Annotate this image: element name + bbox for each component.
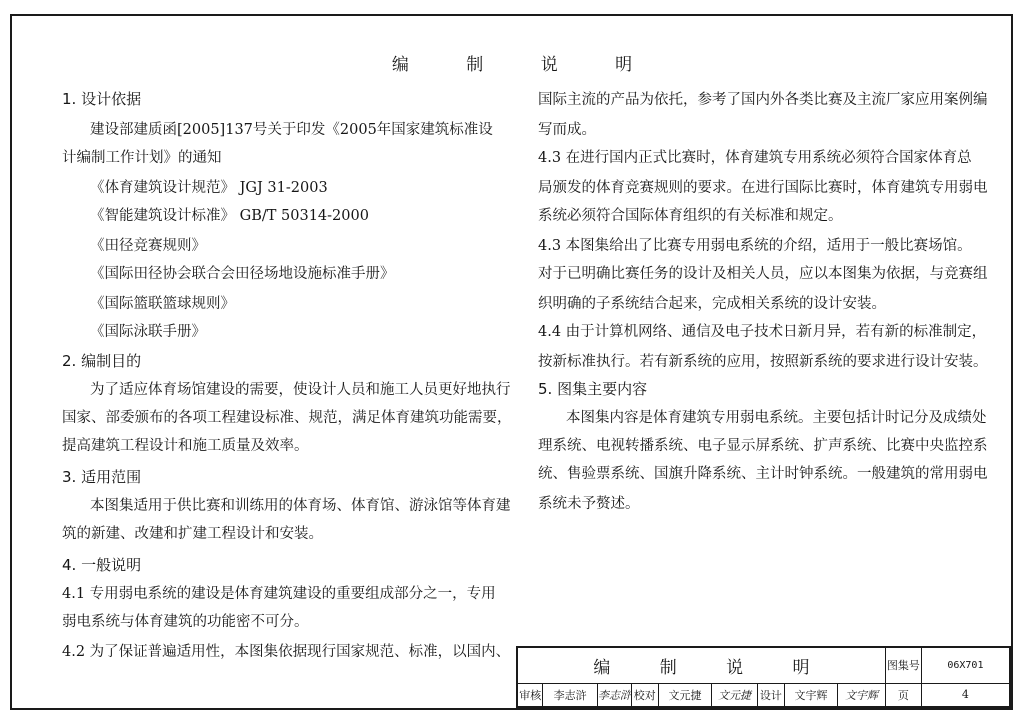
review-name: 李志浒 xyxy=(543,683,597,707)
title-block xyxy=(516,646,1011,708)
text-line: 4.4 由于计算机网络、通信及电子技术日新月异，若有新的标准制定， xyxy=(538,324,987,340)
text-line: 局颁发的体育竞赛规则的要求。在进行国际比赛时，体育建筑专用弱电 xyxy=(538,180,988,196)
text-line: 本图集内容是体育建筑专用弱电系统。主要包括计时记分及成绩处 xyxy=(566,410,987,426)
check-signature: 文元捷 xyxy=(712,683,758,707)
page-title: 编 制 说 明 xyxy=(391,55,659,75)
text-line: 理系统、电视转播系统、电子显示屏系统、扩声系统、比赛中央监控系 xyxy=(538,438,988,454)
text-line: 国际主流的产品为依托，参考了国内外各类比赛及主流厂家应用案例编 xyxy=(538,92,988,108)
text-line: 4.3 本图集给出了比赛专用弱电系统的介绍，适用于一般比赛场馆。 xyxy=(538,238,972,254)
text-line: 统、售验票系统、国旗升降系统、主计时钟系统。一般建筑的常用弱电 xyxy=(538,466,988,482)
right-column xyxy=(538,88,988,518)
check-label: 校对 xyxy=(631,683,658,707)
text-line: 《田径竞赛规则》 xyxy=(90,238,206,254)
text-line: 写而成。 xyxy=(538,122,596,138)
text-line: 弱电系统与体育建筑的功能密不可分。 xyxy=(62,614,309,630)
left-column xyxy=(62,88,512,668)
title-block-title: 编 制 说 明 xyxy=(517,647,885,683)
text-line: 《国际篮联篮球规则》 xyxy=(90,296,235,312)
section-heading: 2. 编制目的 xyxy=(62,352,142,370)
text-line: 国家、部委颁布的各项工程建设标准、规范，满足体育建筑功能需要， xyxy=(62,410,512,426)
text-line: 提高建筑工程设计和施工质量及效率。 xyxy=(62,438,309,454)
section-heading: 5. 图集主要内容 xyxy=(538,380,648,398)
design-label: 设计 xyxy=(757,683,784,707)
text-line: 筑的新建、改建和扩建工程设计和安装。 xyxy=(62,526,323,542)
text-line: 系统必须符合国际体育组织的有关标准和规定。 xyxy=(538,208,843,224)
section-heading: 3. 适用范围 xyxy=(62,468,142,486)
text-line: 4.2 为了保证普遍适用性，本图集依据现行国家规范、标准，以国内、 xyxy=(62,644,511,660)
check-name: 文元捷 xyxy=(658,683,711,707)
text-line: 《体育建筑设计规范》 JGJ 31-2003 xyxy=(90,180,328,196)
text-line: 对于已明确比赛任务的设计及相关人员，应以本图集为依据，与竞赛组 xyxy=(538,266,988,282)
text-line: 织明确的子系统结合起来，完成相关系统的设计安装。 xyxy=(538,296,886,312)
page-number: 4 xyxy=(921,683,1010,707)
text-line: 《国际田径协会联合会田径场地设施标准手册》 xyxy=(90,266,395,282)
design-signature: 文宇辉 xyxy=(838,683,886,707)
text-line: 计编制工作计划》的通知 xyxy=(62,150,222,166)
text-line: 按新标准执行。若有新系统的应用，按照新系统的要求进行设计安装。 xyxy=(538,354,988,370)
section-heading: 1. 设计依据 xyxy=(62,90,142,108)
review-label: 审核 xyxy=(517,683,543,707)
atlas-number-label: 图集号 xyxy=(885,647,921,683)
atlas-number: 06X701 xyxy=(921,647,1010,683)
page-label: 页 xyxy=(885,683,921,707)
section-heading: 4. 一般说明 xyxy=(62,556,142,574)
review-signature: 李志浒 xyxy=(597,683,631,707)
text-line: 4.3 在进行国内正式比赛时，体育建筑专用系统必须符合国家体育总 xyxy=(538,150,972,166)
text-line: 《国际泳联手册》 xyxy=(90,324,206,340)
text-line: 为了适应体育场馆建设的需要，使设计人员和施工人员更好地执行 xyxy=(90,382,511,398)
text-line: 本图集适用于供比赛和训练用的体育场、体育馆、游泳馆等体育建 xyxy=(90,498,511,514)
text-line: 《智能建筑设计标准》 GB/T 50314-2000 xyxy=(90,208,369,224)
text-line: 建设部建质函[2005]137号关于印发《2005年国家建筑标准设 xyxy=(90,122,493,138)
design-name: 文宇辉 xyxy=(784,683,837,707)
text-line: 系统未予赘述。 xyxy=(538,496,640,512)
text-line: 4.1 专用弱电系统的建设是体育建筑建设的重要组成部分之一，专用 xyxy=(62,586,496,602)
